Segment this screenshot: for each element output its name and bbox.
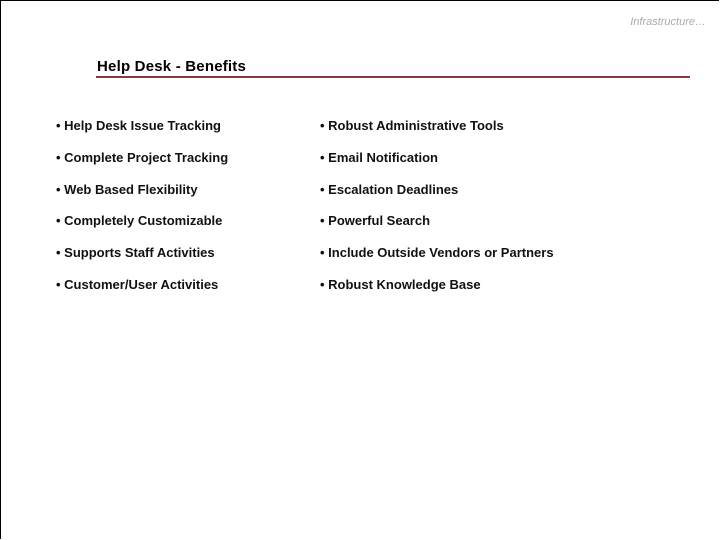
benefits-list-right (320, 118, 554, 309)
title-divider (96, 76, 690, 78)
list-item: • Supports Staff Activities (56, 245, 215, 261)
list-item: • Escalation Deadlines (320, 181, 459, 197)
benefits-list-left (56, 118, 228, 309)
list-item: • Robust Knowledge Base (320, 276, 481, 292)
list-item: • Include Outside Vendors or Partners (320, 245, 554, 261)
section-label: Infrastructure… (630, 16, 706, 28)
list-item: • Complete Project Tracking (56, 149, 229, 165)
list-item: • Email Notification (320, 149, 438, 165)
list-item: • Powerful Search (320, 213, 431, 229)
slide-title: Help Desk - Benefits (97, 58, 247, 75)
list-item: • Customer/User Activities (56, 276, 219, 292)
list-item: • Web Based Flexibility (56, 181, 198, 197)
list-item: • Help Desk Issue Tracking (56, 118, 221, 133)
list-item: • Completely Customizable (56, 213, 223, 229)
list-item: • Robust Administrative Tools (320, 118, 504, 133)
